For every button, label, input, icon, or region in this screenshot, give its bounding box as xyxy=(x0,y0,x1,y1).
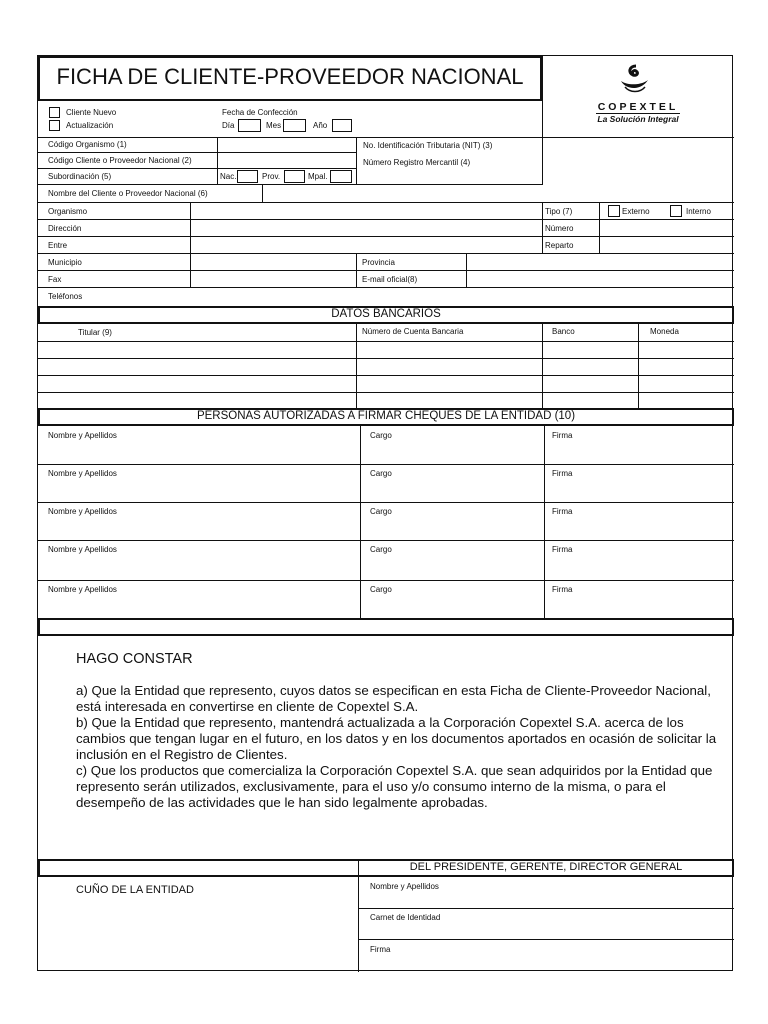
anio-label: Año xyxy=(313,121,328,130)
page-title: FICHA DE CLIENTE-PROVEEDOR NACIONAL xyxy=(56,64,524,89)
tipo-label: Tipo (7) xyxy=(545,207,573,216)
mes-label: Mes xyxy=(266,121,282,130)
interno-label: Interno xyxy=(686,207,711,216)
bank-col-cuenta: Número de Cuenta Bancaria xyxy=(362,327,464,336)
entre-label: Entre xyxy=(48,241,68,250)
nac-input[interactable] xyxy=(237,170,258,183)
declaration-a: a) Que la Entidad que represento, cuyos datos se especifican en esta Ficha de Cliente-Proveedor Nacional, está interesada en convertirse en cliente de Copextel S.A. xyxy=(76,683,711,714)
signer-name-label-3: Nombre y Apellidos xyxy=(48,507,117,516)
mpal-label: Mpal. xyxy=(308,172,328,181)
signer-cargo-label-5: Cargo xyxy=(370,585,392,594)
codigo-cliente-label: Código Cliente o Proveedor Nacional (2) xyxy=(48,156,192,165)
cuno-label: CUÑO DE LA ENTIDAD xyxy=(76,884,194,896)
signer-name-label-2: Nombre y Apellidos xyxy=(48,469,117,478)
email-label: E-mail oficial(8) xyxy=(362,275,418,284)
bank-col-titular: Titular (9) xyxy=(78,328,112,337)
president-firma-label: Firma xyxy=(370,945,391,954)
reparto-label: Reparto xyxy=(545,241,574,250)
separator-bar xyxy=(38,618,734,636)
signer-row-divider xyxy=(38,580,734,581)
signer-name-label-5: Nombre y Apellidos xyxy=(48,585,117,594)
actualizacion-checkbox[interactable] xyxy=(49,120,60,131)
signer-name-label-1: Nombre y Apellidos xyxy=(48,431,117,440)
logo-tagline: La Solución Integral xyxy=(597,114,679,124)
subordinacion-label: Subordinación (5) xyxy=(48,172,112,181)
anio-input[interactable] xyxy=(332,119,352,132)
fax-label: Fax xyxy=(48,275,62,284)
cliente-nuevo-label: Cliente Nuevo xyxy=(66,108,117,117)
signer-row-divider xyxy=(38,464,734,465)
direccion-label: Dirección xyxy=(48,224,82,233)
prov-input[interactable] xyxy=(284,170,305,183)
nac-label: Nac. xyxy=(220,172,237,181)
signer-firma-label-3: Firma xyxy=(552,507,573,516)
dia-input[interactable] xyxy=(238,119,261,132)
logo-name: COPEXTEL xyxy=(597,101,679,113)
cliente-nuevo-checkbox[interactable] xyxy=(49,107,60,118)
mes-input[interactable] xyxy=(283,119,306,132)
nit-label: No. Identificación Tributaria (NIT) (3) xyxy=(363,141,493,150)
declaration-c: c) Que los productos que comercializa la Corporación Copextel S.A. que sean adquiridos por la Entidad que represento serán utilizados, exclusivamente, para el uso y/o consumo interno de la misma, o para el desempeño de las actividades que le han sido legalmente aprobadas. xyxy=(76,763,713,810)
signer-firma-label-5: Firma xyxy=(552,585,573,594)
actualizacion-label: Actualización xyxy=(66,121,114,130)
signers-section-title: PERSONAS AUTORIZADAS A FIRMAR CHEQUES DE LA ENTIDAD (10) xyxy=(196,410,576,422)
prov-label: Prov. xyxy=(262,172,281,181)
signer-row-divider xyxy=(38,540,734,541)
client-form xyxy=(37,55,733,971)
signer-cargo-label-3: Cargo xyxy=(370,507,392,516)
numero-label: Número xyxy=(545,224,574,233)
fecha-confeccion-label: Fecha de Confección xyxy=(222,108,298,117)
signer-row-divider xyxy=(38,502,734,503)
mpal-input[interactable] xyxy=(330,170,352,183)
nombre-cliente-label: Nombre del Cliente o Proveedor Nacional (6) xyxy=(48,189,208,198)
president-carnet-label: Carnet de Identidad xyxy=(370,913,441,922)
signer-firma-label-1: Firma xyxy=(552,431,573,440)
signer-firma-label-4: Firma xyxy=(552,545,573,554)
signer-cargo-label-2: Cargo xyxy=(370,469,392,478)
bank-col-moneda: Moneda xyxy=(650,327,679,336)
signer-firma-label-2: Firma xyxy=(552,469,573,478)
signer-cargo-label-4: Cargo xyxy=(370,545,392,554)
bank-col-banco: Banco xyxy=(552,327,575,336)
organismo-label: Organismo xyxy=(48,207,88,216)
declaration-text xyxy=(76,683,734,811)
copextel-logo-icon xyxy=(616,63,652,95)
declaration-b: b) Que la Entidad que represento, mantendrá actualizada a la Corporación Copextel S.A. acerca de los cambios que tengan lugar en el futuro, en los datos y en los documentos aportados en ocasión de solicitar la inclusión en el Registro de Clientes. xyxy=(76,715,717,762)
dia-label: Día xyxy=(222,121,235,130)
declaration-title: HAGO CONSTAR xyxy=(76,651,193,667)
president-nombre-label: Nombre y Apellidos xyxy=(370,882,439,891)
provincia-label: Provincia xyxy=(362,258,395,267)
externo-label: Externo xyxy=(622,207,650,216)
registro-mercantil-label: Número Registro Mercantil (4) xyxy=(363,158,471,167)
president-title: DEL PRESIDENTE, GERENTE, DIRECTOR GENERAL xyxy=(409,861,683,873)
bank-section-title: DATOS BANCARIOS xyxy=(331,308,441,320)
interno-checkbox[interactable] xyxy=(670,205,682,217)
signer-cargo-label-1: Cargo xyxy=(370,431,392,440)
signer-name-label-4: Nombre y Apellidos xyxy=(48,545,117,554)
codigo-organismo-label: Código Organismo (1) xyxy=(48,140,127,149)
externo-checkbox[interactable] xyxy=(608,205,620,217)
municipio-label: Municipio xyxy=(48,258,82,267)
telefonos-label: Teléfonos xyxy=(48,292,83,301)
